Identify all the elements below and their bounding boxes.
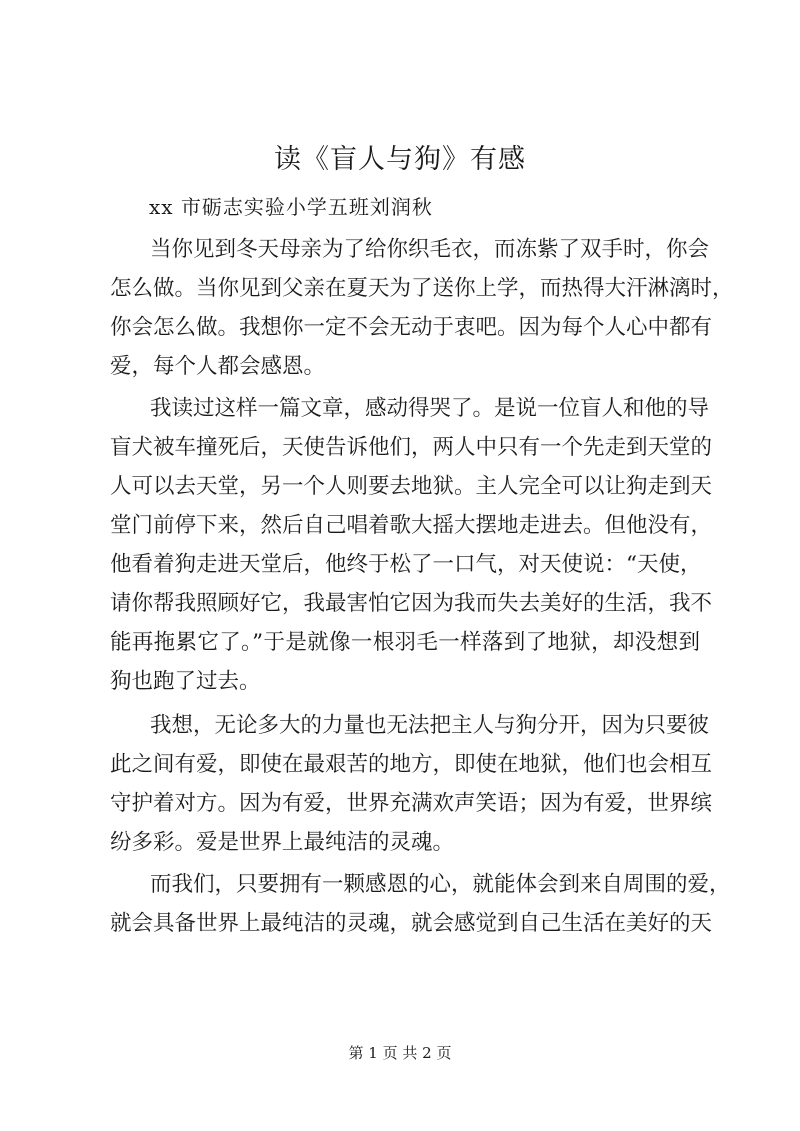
paragraph-line: 能再拖累它了。”于是就像一根羽毛一样落到了地狱，却没想到 bbox=[110, 630, 700, 655]
paragraph-line: 就会具备世界上最纯洁的灵魂，就会感觉到自己生活在美好的天 bbox=[110, 911, 713, 936]
paragraph-line: 我读过这样一篇文章，感动得哭了。是说一位盲人和他的导 bbox=[150, 396, 710, 421]
paragraph-line: 而我们，只要拥有一颗感恩的心，就能体会到来自周围的爱， bbox=[150, 872, 731, 897]
paragraph-line: 你会怎么做。我想你一定不会无动于衷吧。因为每个人心中都有 bbox=[110, 315, 713, 340]
paragraph-line: 守护着对方。因为有爱，世界充满欢声笑语；因为有爱，世界缤 bbox=[110, 791, 713, 816]
author-line: xx 市砺志实验小学五班刘润秋 bbox=[149, 195, 433, 219]
paragraph-line: 人可以去天堂，另一个人则要去地狱。主人完全可以让狗走到天 bbox=[110, 474, 713, 499]
paragraph-line: 狗也跑了过去。 bbox=[110, 669, 261, 694]
paragraph-line: 此之间有爱，即使在最艰苦的地方，即使在地狱，他们也会相互 bbox=[110, 752, 713, 777]
paragraph-line: 堂门前停下来，然后自己唱着歌大摇大摆地走进去。但他没有， bbox=[110, 513, 713, 538]
paragraph-line: 他看着狗走进天堂后，他终于松了一口气，对天使说：“天使， bbox=[110, 552, 702, 577]
paragraph-line: 盲犬被车撞死后，天使告诉他们，两人中只有一个先走到天堂的 bbox=[110, 435, 713, 460]
paragraph-line: 怎么做。当你见到父亲在夏天为了送你上学，而热得大汗淋漓时， bbox=[110, 276, 734, 301]
paragraph-line: 纷多彩。爱是世界上最纯洁的灵魂。 bbox=[110, 830, 455, 855]
paragraph-line: 当你见到冬天母亲为了给你织毛衣，而冻紫了双手时，你会 bbox=[150, 237, 710, 262]
paragraph-line: 我想，无论多大的力量也无法把主人与狗分开，因为只要彼 bbox=[150, 713, 710, 738]
paragraph-line: 爱，每个人都会感恩。 bbox=[110, 354, 326, 379]
paragraph-line: 请你帮我照顾好它，我最害怕它因为我而失去美好的生活，我不 bbox=[110, 591, 713, 616]
document-title: 读《盲人与狗》有感 bbox=[274, 144, 526, 175]
page-number-footer: 第 1 页 共 2 页 bbox=[348, 1044, 452, 1062]
